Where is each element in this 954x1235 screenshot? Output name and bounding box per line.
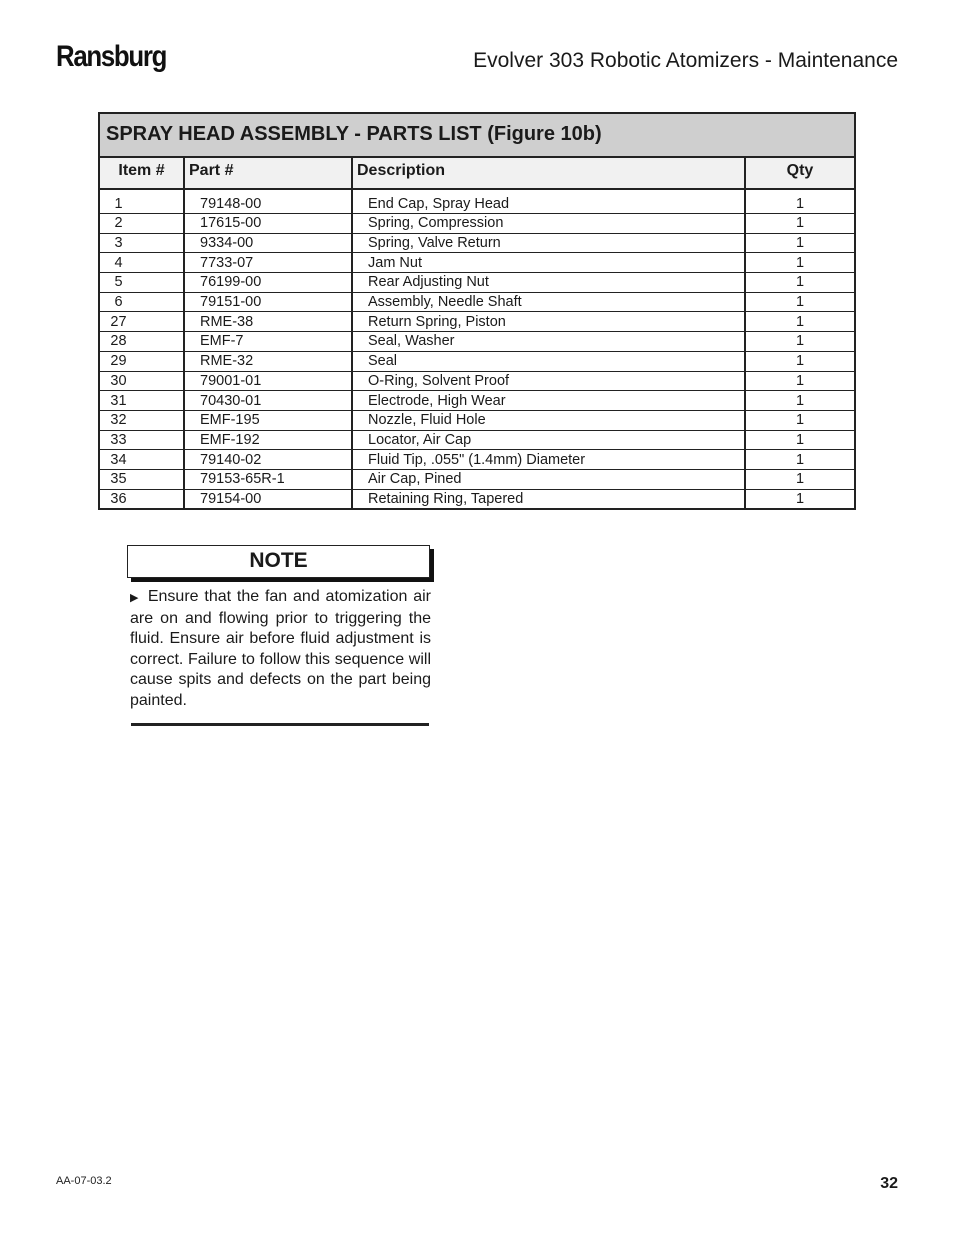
page-number: 32 — [880, 1175, 898, 1192]
qty-cell: 1 — [745, 450, 854, 470]
item-number-cell: 36 — [100, 489, 184, 508]
part-number-cell: 79001-01 — [184, 371, 352, 391]
part-number-cell: EMF-192 — [184, 430, 352, 450]
note-text: Ensure that the fan and atomization air are on and flowing prior to triggering the fluid. Ensure air before fluid adjustment is correct. Failure to follow this sequence will cause spits and defects on the part being painted. — [130, 588, 431, 709]
note-divider — [131, 723, 429, 726]
part-number-cell: 79154-00 — [184, 489, 352, 508]
item-number-cell: 1 — [100, 189, 184, 214]
item-number-cell: 28 — [100, 332, 184, 352]
part-number-cell: RME-38 — [184, 312, 352, 332]
description-cell: Fluid Tip, .055" (1.4mm) Diameter — [352, 450, 745, 470]
table-row — [100, 351, 854, 371]
part-number-cell: EMF-195 — [184, 410, 352, 430]
part-number-cell: RME-32 — [184, 351, 352, 371]
qty-cell: 1 — [745, 292, 854, 312]
table-row — [100, 469, 854, 489]
description-cell: Nozzle, Fluid Hole — [352, 410, 745, 430]
description-cell: Jam Nut — [352, 253, 745, 273]
qty-cell: 1 — [745, 312, 854, 332]
note-text-block — [130, 587, 431, 712]
item-number-cell: 6 — [100, 292, 184, 312]
qty-cell: 1 — [745, 273, 854, 293]
part-number-cell: 79151-00 — [184, 292, 352, 312]
part-number-cell: 79140-02 — [184, 450, 352, 470]
description-cell: O-Ring, Solvent Proof — [352, 371, 745, 391]
column-header-item: Item # — [100, 158, 184, 189]
part-number-cell: 7733-07 — [184, 253, 352, 273]
description-cell: End Cap, Spray Head — [352, 189, 745, 214]
brand-logo: Ransburg — [56, 40, 167, 73]
table-row — [100, 410, 854, 430]
part-number-cell: 17615-00 — [184, 214, 352, 234]
part-number-cell: 70430-01 — [184, 391, 352, 411]
table-row — [100, 489, 854, 508]
description-cell: Spring, Valve Return — [352, 233, 745, 253]
description-cell: Electrode, High Wear — [352, 391, 745, 411]
qty-cell: 1 — [745, 189, 854, 214]
note-heading: NOTE — [127, 545, 430, 578]
part-number-cell: 76199-00 — [184, 273, 352, 293]
qty-cell: 1 — [745, 430, 854, 450]
table-row — [100, 253, 854, 273]
qty-cell: 1 — [745, 233, 854, 253]
item-number-cell: 30 — [100, 371, 184, 391]
description-cell: Rear Adjusting Nut — [352, 273, 745, 293]
item-number-cell: 3 — [100, 233, 184, 253]
table-row — [100, 189, 854, 214]
table-row — [100, 371, 854, 391]
parts-list-title: SPRAY HEAD ASSEMBLY - PARTS LIST (Figure 10b) — [100, 114, 854, 158]
item-number-cell: 27 — [100, 312, 184, 332]
parts-table-body — [100, 189, 854, 508]
part-number-cell: 9334-00 — [184, 233, 352, 253]
table-row — [100, 430, 854, 450]
column-header-qty: Qty — [745, 158, 854, 189]
description-cell: Spring, Compression — [352, 214, 745, 234]
table-row — [100, 391, 854, 411]
table-row — [100, 233, 854, 253]
qty-cell: 1 — [745, 371, 854, 391]
qty-cell: 1 — [745, 332, 854, 352]
item-number-cell: 32 — [100, 410, 184, 430]
part-number-cell: 79148-00 — [184, 189, 352, 214]
table-row — [100, 450, 854, 470]
item-number-cell: 34 — [100, 450, 184, 470]
description-cell: Seal — [352, 351, 745, 371]
qty-cell: 1 — [745, 391, 854, 411]
qty-cell: 1 — [745, 253, 854, 273]
item-number-cell: 31 — [100, 391, 184, 411]
qty-cell: 1 — [745, 351, 854, 371]
description-cell: Assembly, Needle Shaft — [352, 292, 745, 312]
item-number-cell: 29 — [100, 351, 184, 371]
parts-list-table — [98, 112, 856, 510]
table-row — [100, 214, 854, 234]
table-row — [100, 292, 854, 312]
qty-cell: 1 — [745, 410, 854, 430]
item-number-cell: 4 — [100, 253, 184, 273]
column-header-part: Part # — [184, 158, 352, 189]
item-number-cell: 5 — [100, 273, 184, 293]
item-number-cell: 33 — [100, 430, 184, 450]
table-row — [100, 332, 854, 352]
triangle-right-bullet-icon: ▶ — [130, 592, 140, 604]
document-code: AA-07-03.2 — [56, 1175, 112, 1187]
column-header-description: Description — [352, 158, 745, 189]
description-cell: Retaining Ring, Tapered — [352, 489, 745, 508]
qty-cell: 1 — [795, 490, 805, 507]
document-title: Evolver 303 Robotic Atomizers - Maintenance — [473, 49, 898, 72]
part-number-cell: EMF-7 — [184, 332, 352, 352]
description-cell: Return Spring, Piston — [352, 312, 745, 332]
part-number-cell: 79153-65R-1 — [184, 469, 352, 489]
item-number-cell: 35 — [100, 469, 184, 489]
item-number-cell: 2 — [100, 214, 184, 234]
description-cell: Seal, Washer — [352, 332, 745, 352]
description-cell: Locator, Air Cap — [352, 430, 745, 450]
qty-cell: 1 — [745, 469, 854, 489]
table-row — [100, 312, 854, 332]
table-header-row — [100, 158, 854, 189]
table-row — [100, 273, 854, 293]
description-cell: Air Cap, Pined — [352, 469, 745, 489]
qty-cell: 1 — [745, 214, 854, 234]
